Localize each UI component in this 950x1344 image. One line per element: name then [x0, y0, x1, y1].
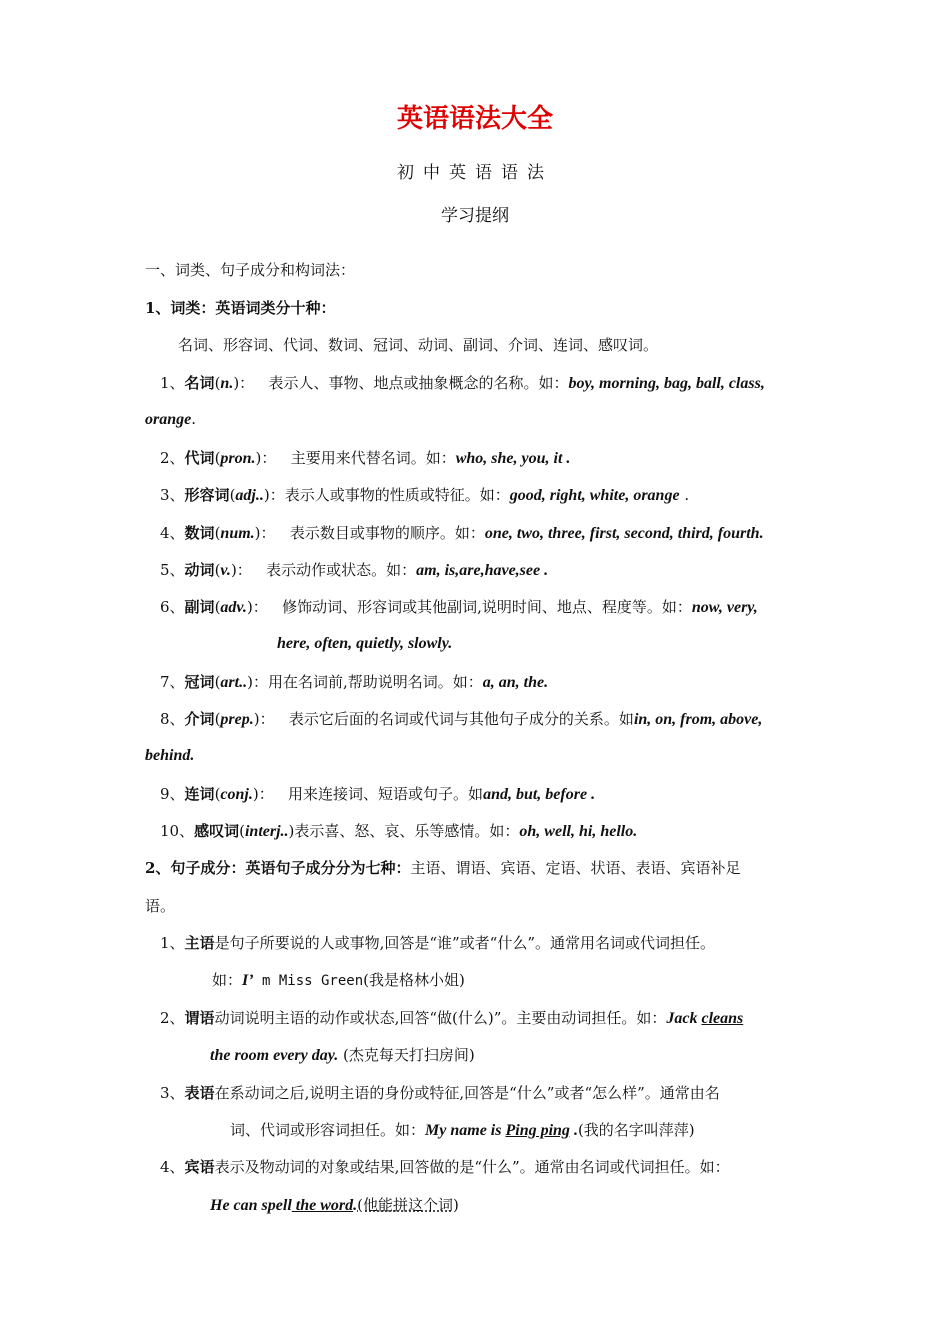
subsection-heading: 1、词类：英语词类分十种：	[145, 299, 336, 317]
pos-item: 7、冠词(art..)：用在名词前,帮助说明名词。如：a, an, the.	[160, 673, 549, 691]
pos-item-cont: orange.	[145, 410, 197, 428]
doc-title: 英语语法大全	[396, 104, 553, 134]
pos-item-cont: behind.	[145, 747, 195, 764]
section-heading: 一、词类、句子成分和构词法：	[145, 261, 356, 279]
pos-item: 8、介词(prep.)： 表示它后面的名词或代词与其他句子成分的关系。如in, on, from, above,	[160, 710, 763, 728]
pos-item: 9、连词(conj.)： 用来连接词、短语或句子。如and, but, before .	[160, 785, 596, 803]
pos-item-cont: here, often, quietly, slowly.	[277, 635, 453, 652]
pos-item: 4、数词(num.)： 表示数目或事物的顺序。如：one, two, three, first, second, third, fourth.	[160, 524, 764, 542]
pos-item: 10、感叹词(interj..)表示喜、怒、哀、乐等感情。如：oh, well, hi, hello.	[160, 822, 638, 840]
component-item: 1、主语是句子所要说的人或事物,回答是“谁”或者“什么”。通常用名词或代词担任。	[160, 934, 716, 952]
pos-list: 名词、形容词、代词、数词、冠词、动词、副词、介词、连词、感叹词。	[178, 336, 659, 354]
doc-subtitle: 初中英语语法	[397, 163, 553, 183]
component-example: 如：I’ m Miss Green(我是格林小姐)	[212, 971, 465, 989]
pos-item: 1、名词(n.)： 表示人、事物、地点或抽象概念的名称。如：boy, morning, bag, ball, class,	[160, 374, 765, 392]
component-item: 2、谓语动词说明主语的动作或状态,回答“做(什么)”。主要由动词担任。如：Jack cleans	[160, 1009, 744, 1027]
pos-item: 6、副词(adv.)： 修饰动词、形容词或其他副词,说明时间、地点、程度等。如：now, very,	[160, 598, 758, 616]
component-item: 3、表语在系动词之后,说明主语的身份或特征,回答是“什么”或者“怎么样”。通常由名	[160, 1084, 720, 1102]
pos-item: 3、形容词(adj..)：表示人或事物的性质或特征。如：good, right, white, orange .	[160, 486, 690, 504]
component-example: the room every day. (杰克每天打扫房间)	[210, 1046, 475, 1064]
component-item: 4、宾语表示及物动词的对象或结果,回答做的是“什么”。通常由名词或代词担任。如：	[160, 1158, 730, 1176]
component-example: He can spell the word.(他能拼这个词)	[210, 1196, 459, 1214]
pos-item: 2、代词(pron.)： 主要用来代替名词。如：who, she, you, it .	[160, 449, 571, 467]
pos-item: 5、动词(v.)： 表示动作或状态。如：am, is,are,have,see .	[160, 561, 549, 579]
subsection-heading: 2、句子成分：英语句子成分分为七种：主语、谓语、宾语、定语、状语、表语、宾语补足	[145, 859, 741, 877]
component-example: 词、代词或形容词担任。如：My name is Ping ping .(我的名字叫萍萍)	[230, 1121, 695, 1139]
subsection-heading-cont: 语。	[145, 897, 176, 915]
doc-subtitle-2: 学习提纲	[441, 206, 509, 226]
